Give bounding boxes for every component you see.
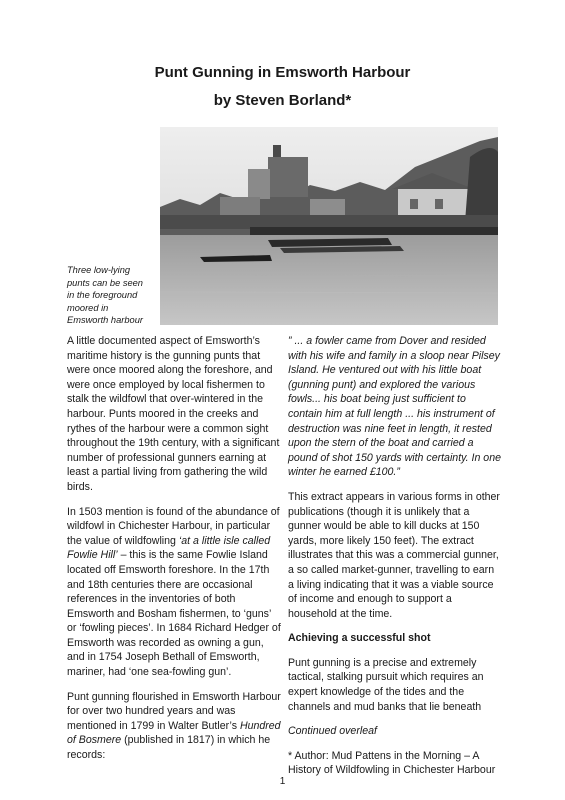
right-column bbox=[288, 334, 502, 788]
article-byline: by Steven Borland* bbox=[213, 92, 352, 109]
paragraph-text: Punt gunning flourished in Emsworth Harbour for over two hundred years and was mentioned in 1799 in Walter Butler’s bbox=[67, 690, 281, 732]
section-subheading: Achieving a successful shot bbox=[288, 632, 431, 645]
quoted-place-name: ‘at a little isle called Fowlie Hill’ bbox=[67, 534, 271, 562]
block-quote: ” ... a fowler came from Dover and resided with his wife and family in a sloop near Pilsey Island. He ventured out with his little boat (gunning punt) and explored the various fowls... his boat being just sufficient to contain him at full length ... his instrument of destruction was nine feet in length, it rested upon the stern of the boat and carried a pound of shot 150 yards with certainty. In one winter he earned £100.” bbox=[288, 335, 501, 479]
footnote: * Author: Mud Pattens in the Morning – A History of Wildfowling in Chichester Harbour bbox=[288, 749, 496, 777]
continued-note: Continued overleaf bbox=[288, 725, 377, 738]
article-title: Punt Gunning in Emsworth Harbour bbox=[154, 64, 411, 81]
paragraph bbox=[67, 690, 282, 763]
photo-caption: Three low-lying punts can be seen in the foreground moored in Emsworth harbour bbox=[67, 265, 143, 325]
page-number: 1 bbox=[279, 776, 286, 787]
harbour-photo bbox=[160, 127, 498, 325]
book-title: Hundred of Bosmere bbox=[67, 719, 281, 747]
left-column bbox=[67, 334, 282, 773]
paragraph-text: In 1503 mention is found of the abundance of wildfowl in Chichester Harbour, in particular the value of wildfowling bbox=[67, 505, 280, 547]
paragraph: A little documented aspect of Emsworth’s maritime history is the gunning punts that were once moored along the foreshore, and were once employed by local fishermen to stalk the wildfowl that over-wintered in the harbour. Punts moored in the creeks and rythes of the harbour were a common sight throughout the 19th century, with a significant number of professional gunners earning at least a partial living from gathering the wild birds. bbox=[67, 335, 280, 493]
paragraph: This extract appears in various forms in other publications (though it is unlikely that a gunner would be able to kill ducks at 150 yards, more likely 150 feet). The extract illustrates that this was a commercial gunner, a so called market-gunner, travelling to earn a living indicating that it was a viable source of income and enough to support a household at the time. bbox=[288, 490, 500, 620]
paragraph-text: – this is the same Fowlie Island located off Emsworth foreshore. In the 17th and 18th centuries there are occasional references in the inventories of both Emsworth and Bosham fishermen, to ‘guns’ or ‘fowling pieces’. In 1684 Richard Hedger of Emsworth was recorded as owning a gun, and in 1754 Joseph Bethall of Emsworth, mariner, had ‘one sea-fowling gun’. bbox=[67, 549, 281, 679]
paragraph-text: (published in 1817) in which he records: bbox=[67, 734, 271, 762]
paragraph: Punt gunning is a precise and extremely tactical, stalking pursuit which requires an expert knowledge of the tides and the channels and mud banks that lie beneath bbox=[288, 656, 484, 713]
paragraph bbox=[67, 505, 282, 680]
